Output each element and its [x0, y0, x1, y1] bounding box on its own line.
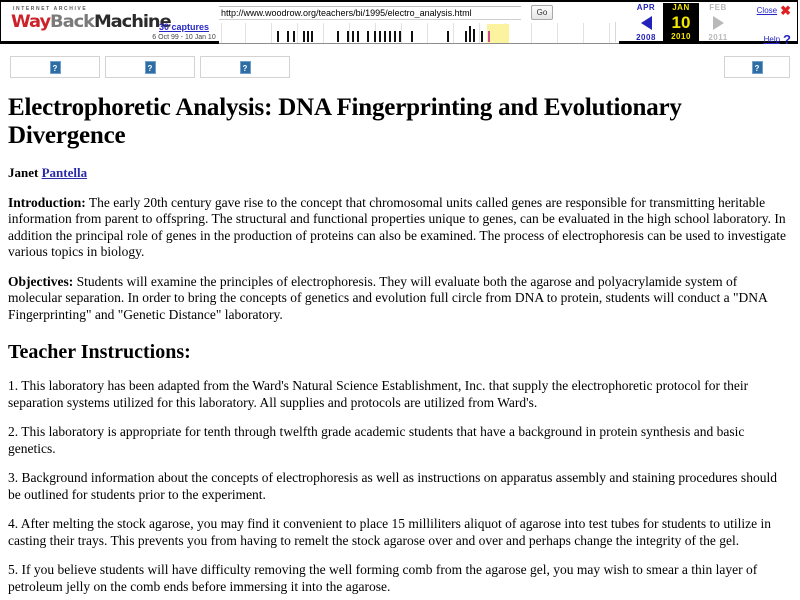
- timeline-capture-tick[interactable]: [352, 31, 354, 42]
- prev-month-label: APR: [636, 3, 656, 12]
- timeline-month-divider: [401, 23, 402, 43]
- broken-image-placeholder[interactable]: [105, 56, 195, 78]
- wayback-logo[interactable]: [11, 6, 171, 42]
- prev-arrow-icon[interactable]: [641, 16, 652, 30]
- timeline-capture-tick[interactable]: [287, 31, 289, 42]
- objectives-paragraph: [8, 274, 792, 323]
- timeline-month-divider: [453, 23, 454, 43]
- author-first-name: Janet: [8, 165, 42, 180]
- introduction-paragraph: [8, 195, 792, 261]
- next-month-label: FEB: [709, 3, 727, 12]
- timeline-end-divider: [615, 22, 616, 42]
- timeline-capture-tick[interactable]: [303, 31, 305, 42]
- objectives-label: Objectives:: [8, 273, 74, 289]
- logo-back-text: Back: [50, 12, 94, 32]
- instruction-item: 3. Background information about the concepts of electrophoresis as well as instructions on apparatus assembly and staining procedures should be outlined for students prior to the experiment.: [8, 470, 777, 502]
- broken-image-placeholder[interactable]: [724, 56, 790, 78]
- go-button[interactable]: Go: [531, 5, 553, 20]
- captures-count-link[interactable]: 30 captures: [158, 22, 210, 32]
- timeline-current-capture-tick[interactable]: [488, 31, 490, 42]
- timeline-month-divider: [609, 23, 610, 43]
- internet-archive-label: INTERNET ARCHIVE: [13, 6, 88, 12]
- broken-image-icon: ?: [145, 61, 156, 74]
- teacher-instructions-heading: Teacher Instructions:: [8, 341, 191, 364]
- introduction-text: The early 20th century gave rise to the concept that chromosomal units called genes are responsible for transmitting heritable information from parent to offspring. The structural and functional properties unique to genes, can be evaluated in the high school laboratory. In addition the principal role of genes in the production of proteins can also be examined. The process of electrophoresis can be used to investigate various topics in biology.: [8, 195, 787, 260]
- timeline-capture-tick[interactable]: [374, 31, 376, 42]
- author-profile-link[interactable]: Pantella: [41, 165, 88, 180]
- timeline-month-divider: [297, 23, 298, 43]
- timeline-capture-tick[interactable]: [379, 31, 381, 42]
- current-month-label: JAN: [672, 3, 690, 12]
- objectives-text: Students will examine the principles of electrophoresis. They will evaluate both the agarose and polyacrylamide system of molecular separation. In order to bring the concepts of genetics and evolution full circle from DNA to protein, students will conduct a "DNA Fingerprinting" and "Genetic Distance" laboratory.: [8, 273, 768, 322]
- timeline-capture-tick[interactable]: [465, 31, 467, 42]
- broken-image-placeholder[interactable]: [200, 56, 290, 78]
- timeline-month-divider: [271, 23, 272, 43]
- next-capture-nav[interactable]: [701, 3, 735, 43]
- current-capture-date: [663, 3, 699, 43]
- timeline-month-divider: [557, 23, 558, 43]
- timeline-capture-tick[interactable]: [347, 31, 349, 42]
- timeline-capture-tick[interactable]: [399, 31, 401, 42]
- introduction-label: Introduction:: [8, 195, 86, 210]
- author-byline: [8, 165, 792, 181]
- broken-image-placeholder[interactable]: [10, 56, 100, 78]
- timeline-capture-tick[interactable]: [277, 31, 279, 42]
- timeline-capture-tick[interactable]: [367, 31, 369, 42]
- timeline-capture-tick[interactable]: [447, 31, 449, 42]
- timeline-month-divider: [479, 23, 480, 43]
- broken-image-icon: ?: [240, 61, 251, 74]
- timeline-month-divider: [323, 23, 324, 43]
- captures-date-range: 6 Oct 99 - 10 Jan 10: [152, 34, 216, 41]
- wayback-machine-wordmark: [11, 12, 171, 32]
- timeline-capture-tick[interactable]: [481, 31, 483, 42]
- prev-capture-nav[interactable]: [629, 3, 663, 43]
- timeline-capture-tick[interactable]: [389, 31, 391, 42]
- instruction-item: 2. This laboratory is appropriate for tenth through twelfth grade academic students that have a background in protein synthesis and basic genetics.: [8, 424, 745, 456]
- capture-timeline[interactable]: [219, 23, 619, 44]
- current-day-label: 10: [671, 13, 691, 32]
- timeline-capture-tick[interactable]: [337, 31, 339, 42]
- page-title: Electrophoretic Analysis: DNA Fingerprinting and Evolutionary Divergence: [8, 94, 682, 149]
- timeline-capture-tick[interactable]: [473, 29, 475, 42]
- timeline-month-divider: [427, 23, 428, 43]
- logo-machine-text: Machine: [93, 12, 171, 32]
- close-row[interactable]: [739, 5, 791, 17]
- broken-image-row: [0, 56, 800, 82]
- close-link[interactable]: Close: [756, 6, 778, 15]
- captures-info: [141, 22, 227, 43]
- timeline-capture-tick[interactable]: [307, 31, 309, 42]
- timeline-capture-tick[interactable]: [293, 31, 295, 42]
- help-row[interactable]: [739, 34, 791, 46]
- timeline-current-highlight: [487, 24, 509, 43]
- page-content: [0, 82, 800, 595]
- instruction-item: 4. After melting the stock agarose, you may find it convenient to place 15 milliliters aliquot of agarose into test tubes for students to utilize in casting their trays. This prevents you from having to remelt the stock agarose over and over and perhaps change the integrity of the gel.: [8, 516, 771, 548]
- next-year-label: 2011: [708, 33, 728, 42]
- prev-year-label: 2008: [636, 33, 656, 42]
- timeline-month-divider: [221, 23, 222, 43]
- logo-way-text: Way: [11, 12, 51, 32]
- timeline-capture-tick[interactable]: [469, 26, 471, 42]
- timeline-capture-tick[interactable]: [357, 31, 359, 42]
- toolbar-actions: [739, 5, 791, 46]
- help-icon[interactable]: ?: [783, 32, 791, 48]
- broken-image-icon: ?: [50, 61, 61, 74]
- current-year-label: 2010: [671, 32, 691, 41]
- url-bar-row: [219, 6, 571, 22]
- broken-image-icon: ?: [752, 61, 763, 74]
- timeline-capture-tick[interactable]: [394, 31, 396, 42]
- instruction-item: 1. This laboratory has been adapted from the Ward's Natural Science Establishment, Inc. that supply the electrophoretic protocol for their separation systems utilized for this laboratory. All supplies and protocols are utilized from Ward's.: [8, 378, 749, 410]
- timeline-month-divider: [349, 23, 350, 43]
- timeline-capture-tick[interactable]: [384, 31, 386, 42]
- timeline-capture-tick[interactable]: [311, 31, 313, 42]
- timeline-month-divider: [531, 23, 532, 43]
- help-link[interactable]: Help: [763, 35, 781, 45]
- instruction-item: 5. If you believe students will have difficulty removing the well forming comb from the agarose gel, you may wish to smear a thin layer of petroleum jelly on the comb ends before immersing it into the agarose.: [8, 562, 758, 594]
- timeline-capture-tick[interactable]: [411, 31, 413, 42]
- date-navigation: [629, 2, 739, 43]
- next-arrow-icon[interactable]: [713, 16, 724, 30]
- timeline-month-divider: [245, 23, 246, 43]
- url-input[interactable]: [219, 6, 521, 20]
- timeline-month-divider: [583, 23, 584, 43]
- wayback-toolbar: [0, 0, 798, 48]
- close-icon[interactable]: ✖: [780, 3, 791, 18]
